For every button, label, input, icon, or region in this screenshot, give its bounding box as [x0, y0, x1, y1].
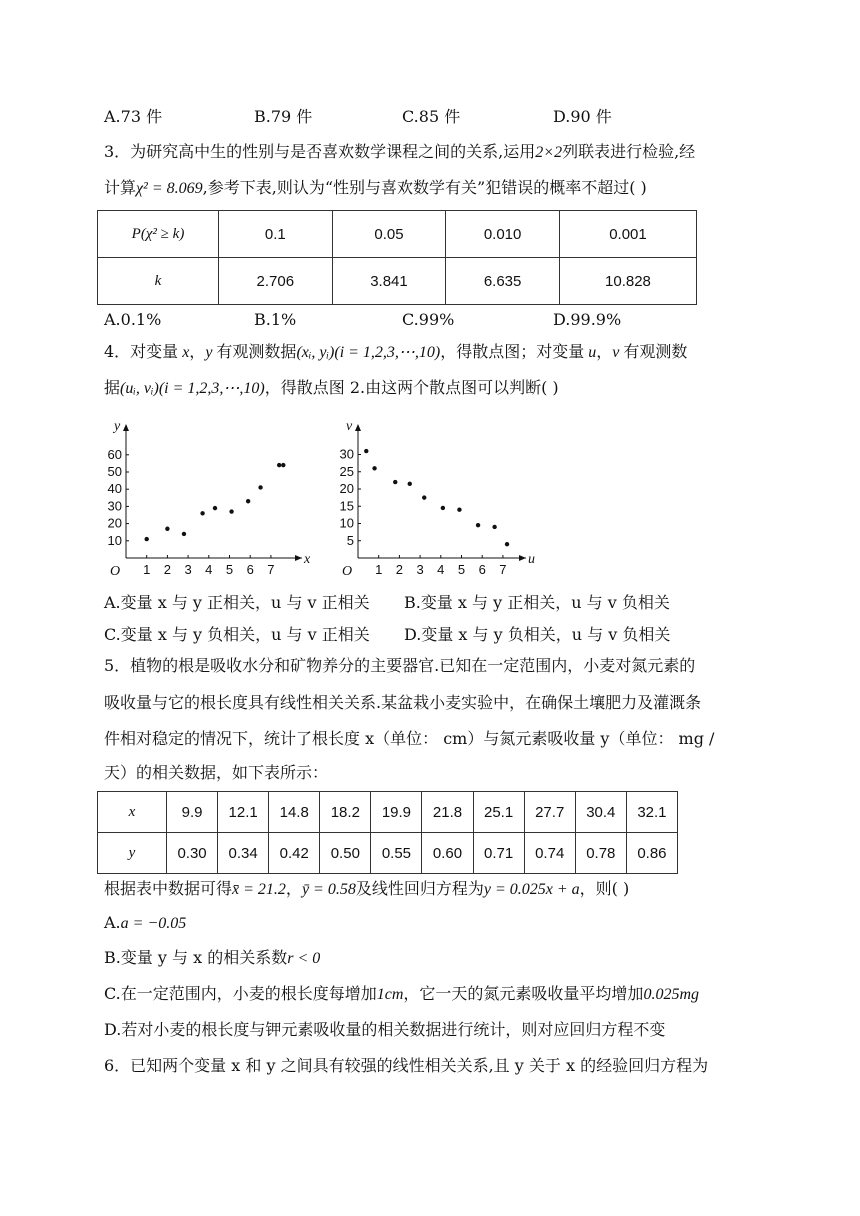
data-point [372, 466, 376, 470]
q4-text: ，得散点图 2.由这两个散点图可以判断( ) [264, 378, 559, 397]
q5-text: ， [285, 879, 302, 898]
q4-text: ，得散点图；对变量 [440, 342, 585, 361]
q5-formula-ybar: ȳ = 0.58 [301, 881, 356, 898]
table-cell: 27.7 [524, 792, 575, 833]
y-tick-label: 15 [339, 498, 354, 514]
q4-text: 4．对变量 [104, 342, 179, 361]
table-cell: 0.42 [269, 833, 320, 874]
q4-option-c: C.变量 x 与 y 负相关，u 与 v 正相关 [104, 625, 370, 644]
q2-option-b: B.79 件 [254, 107, 313, 126]
x-axis-label: x [304, 552, 311, 567]
q5-option-c-formula: 0.025mg [643, 986, 699, 1003]
q5-option-a-formula: a = −0.05 [120, 915, 187, 932]
x-tick-label: 2 [395, 562, 404, 577]
q4-text: 有观测数 [623, 342, 688, 361]
y-tick-label: 40 [107, 481, 122, 497]
x-tick-label: 4 [437, 562, 445, 577]
q5-option-c [104, 983, 699, 1006]
data-point [246, 499, 250, 503]
table-cell: 18.2 [320, 792, 371, 833]
table-header-cell [98, 211, 219, 258]
x-tick-label: 2 [163, 562, 172, 577]
table-cell: 0.60 [422, 833, 473, 874]
data-point [258, 485, 262, 489]
y-tick-label: 10 [339, 515, 354, 531]
y-tick-label: 30 [339, 446, 354, 462]
x-axis-arrow [295, 555, 302, 561]
data-point [213, 506, 217, 510]
table-cell: 0.010 [446, 211, 560, 258]
wheat-data-table [97, 791, 678, 874]
y-tick-label: 20 [107, 515, 122, 531]
q4-stem-line1: 4．对变量 x，y 有观测数据(xᵢ, yᵢ)(i = 1,2,3,⋯,10)，得散点图；对变量 u，v 有观测数 [104, 342, 688, 361]
table-header-text: y [128, 845, 136, 861]
y-tick-label: 20 [339, 481, 354, 496]
table-header-cell [98, 792, 167, 833]
data-point [182, 532, 186, 536]
q5-text: 及线性回归方程为 [355, 879, 484, 898]
q5-formula-regression: y = 0.025x + a [483, 881, 580, 898]
table-cell: 0.55 [371, 833, 422, 874]
q4-formula-uv: (uᵢ, vᵢ)(i = 1,2,3,⋯,10) [120, 380, 265, 397]
table-cell: 14.8 [269, 792, 320, 833]
data-point [200, 511, 204, 515]
q5-stem-line2: 吸收量与它的根长度具有线性相关关系.某盆栽小麦实验中，在确保土壤肥力及灌溉条 [104, 693, 702, 712]
q5-given-line [104, 878, 629, 901]
q5-option-d: D.若对小麦的根长度与钾元素吸收量的相关数据进行统计，则对应回归方程不变 [104, 1020, 666, 1039]
q3-text: 计算 [104, 178, 137, 197]
q5-option-a-label: A. [104, 913, 121, 932]
data-point [281, 463, 285, 467]
q3-formula-chi2: χ² = 8.069 [136, 180, 203, 197]
q3-option-c: C.99% [402, 310, 455, 329]
x-axis-label: u [528, 552, 535, 567]
table-header-text: P(χ² ≥ k) [131, 226, 185, 242]
y-tick-label: 25 [339, 463, 354, 479]
table-cell: 0.50 [320, 833, 371, 874]
scatter-plot-xy [98, 418, 313, 580]
table-header-text: k [154, 273, 162, 289]
x-axis-arrow [519, 555, 526, 561]
table-cell: 3.841 [332, 258, 446, 305]
q2-option-c: C.85 件 [402, 107, 461, 126]
data-point [492, 525, 496, 529]
q5-option-b-formula: r < 0 [287, 950, 321, 967]
q4-option-a: A.变量 x 与 y 正相关，u 与 v 正相关 [104, 593, 370, 612]
q3-option-a: A.0.1% [104, 310, 162, 329]
x-tick-label: 3 [416, 562, 424, 577]
table-cell: 0.34 [218, 833, 269, 874]
y-axis-label: v [346, 419, 353, 434]
y-tick-label: 60 [107, 446, 122, 462]
table-header-cell [98, 833, 167, 874]
table-row [98, 258, 697, 305]
q4-stem-line2 [104, 377, 559, 400]
table-header-cell [98, 258, 219, 305]
y-axis-arrow [355, 424, 361, 431]
q3-stem-line2 [104, 177, 647, 200]
table-cell: 9.9 [167, 792, 218, 833]
q3-formula-2x2: 2×2 [535, 144, 563, 161]
q3-option-d: D.99.9% [553, 310, 622, 329]
x-tick-label: 1 [375, 562, 383, 577]
origin-label: O [110, 564, 121, 579]
q5-formula-xbar: x̄ = 21.2 [232, 881, 286, 898]
q4-option-d: D.变量 x 与 y 负相关，u 与 v 负相关 [404, 625, 671, 644]
q3-option-b: B.1% [254, 310, 297, 329]
chi-square-table [97, 210, 697, 305]
q5-stem-line4: 天）的相关数据，如下表所示： [104, 763, 329, 782]
q2-option-d: D.90 件 [553, 107, 612, 126]
q5-option-c-label: C.在一定范围内，小麦的根长度每增加 [104, 984, 377, 1003]
table-cell: 0.86 [626, 833, 677, 874]
y-tick-label: 50 [107, 464, 122, 479]
q5-option-a [104, 912, 186, 935]
table-cell: 25.1 [473, 792, 524, 833]
table-cell: 10.828 [559, 258, 696, 305]
x-tick-label: 6 [478, 562, 486, 577]
table-cell: 0.78 [575, 833, 626, 874]
q5-text: 根据表中数据可得 [104, 879, 233, 898]
q5-stem-line1: 5．植物的根是吸收水分和矿物养分的主要器官.已知在一定范围内，小麦对氮元素的 [104, 656, 696, 675]
y-axis-arrow [123, 424, 129, 431]
table-row [98, 833, 678, 874]
data-point [457, 508, 461, 512]
y-tick-label: 10 [107, 532, 122, 548]
table-row [98, 792, 678, 833]
data-point [505, 542, 509, 546]
data-point [364, 449, 368, 453]
table-cell: 2.706 [219, 258, 333, 305]
table-cell: 0.30 [167, 833, 218, 874]
q5-option-b-label: B.变量 y 与 x 的相关系数 [104, 948, 288, 967]
x-tick-label: 7 [499, 562, 507, 577]
q5-stem-line3: 件相对稳定的情况下，统计了根长度 x（单位： cm）与氮元素吸收量 y（单位： mg / [104, 729, 715, 748]
q3-text: 3．为研究高中生的性别与是否喜欢数学课程之间的关系,运用 [104, 142, 536, 161]
q5-option-c-formula: 1cm [376, 986, 404, 1003]
origin-label: O [342, 564, 353, 579]
x-tick-label: 4 [205, 562, 213, 577]
q2-option-a: A.73 件 [104, 107, 163, 126]
q5-option-c-label: ，它一天的氮元素吸收量平均增加 [403, 984, 644, 1003]
data-point [393, 480, 397, 484]
x-tick-label: 7 [267, 562, 275, 577]
x-tick-label: 6 [246, 562, 254, 577]
data-point [422, 495, 426, 499]
x-tick-label: 5 [225, 562, 234, 577]
data-point [408, 482, 412, 486]
q4-formula-xy: (xᵢ, yᵢ)(i = 1,2,3,⋯,10) [296, 344, 441, 361]
q5-text: ，则( ) [579, 879, 630, 898]
x-tick-label: 3 [184, 562, 192, 577]
table-cell: 6.635 [446, 258, 560, 305]
q3-text: ,参考下表,则认为“性别与喜欢数学有关”犯错误的概率不超过( ) [202, 178, 647, 197]
y-axis-label: y [114, 419, 121, 434]
scatter-plot-uv [330, 418, 540, 580]
q3-text: 列联表进行检验,经 [562, 142, 696, 161]
q4-text: 有观测数据 [216, 342, 297, 361]
y-tick-label: 30 [107, 498, 122, 514]
table-cell: 0.71 [473, 833, 524, 874]
table-cell: 21.8 [422, 792, 473, 833]
table-row [98, 211, 697, 258]
table-cell: 30.4 [575, 792, 626, 833]
data-point [165, 527, 169, 531]
x-tick-label: 1 [143, 562, 151, 577]
data-point [229, 509, 233, 513]
q3-stem-line1 [104, 141, 695, 164]
table-cell: 12.1 [218, 792, 269, 833]
y-tick-label: 5 [346, 532, 354, 548]
data-point [476, 523, 480, 527]
q4-text: 据 [104, 378, 121, 397]
table-cell: 0.1 [219, 211, 333, 258]
table-cell: 0.05 [332, 211, 446, 258]
q5-option-b [104, 947, 320, 970]
table-header-text: x [128, 804, 136, 820]
table-cell: 19.9 [371, 792, 422, 833]
data-point [441, 506, 445, 510]
table-cell: 0.001 [559, 211, 696, 258]
data-point [277, 463, 281, 467]
data-point [145, 537, 149, 541]
table-cell: 0.74 [524, 833, 575, 874]
q6-stem-line1: 6．已知两个变量 x 和 y 之间具有较强的线性相关关系,且 y 关于 x 的经验回归方程为 [104, 1056, 709, 1075]
table-cell: 32.1 [626, 792, 677, 833]
x-tick-label: 5 [457, 562, 466, 577]
q4-option-b: B.变量 x 与 y 正相关，u 与 v 负相关 [404, 593, 670, 612]
